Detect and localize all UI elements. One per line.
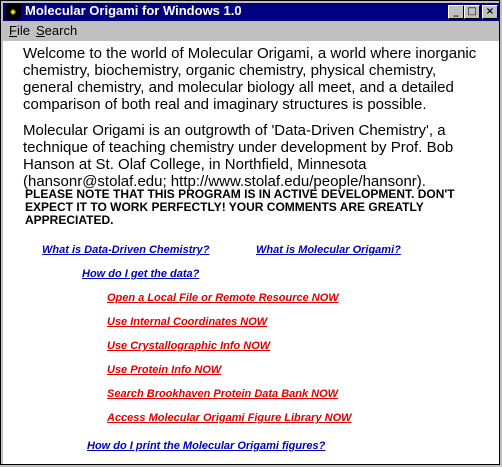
link-crystallographic[interactable]: Use Crystallographic Info NOW: [107, 340, 271, 352]
menu-file[interactable]: [9, 23, 30, 39]
content-area[interactable]: [3, 41, 499, 464]
title-bar[interactable]: [3, 3, 499, 21]
menu-search-label: earch: [44, 23, 78, 38]
close-icon: ×: [485, 6, 495, 17]
development-note: PLEASE NOTE THAT THIS PROGRAM IS IN ACTIVE DEVELOPMENT. DON'T EXPECT IT TO WORK PERFECTLY! YOUR COMMENTS ARE GREATLY APPRECIATED.: [25, 187, 455, 227]
maximize-button[interactable]: [464, 5, 480, 19]
link-what-is-mo[interactable]: What is Molecular Origami?: [256, 244, 401, 256]
molecule-icon[interactable]: ◉: [5, 4, 21, 20]
link-print-figures[interactable]: How do I print the Molecular Origami figures?: [87, 440, 326, 452]
minimize-icon: _: [453, 6, 459, 17]
maximize-icon: □: [467, 6, 477, 17]
link-how-get-data[interactable]: How do I get the data?: [82, 268, 200, 280]
menu-file-accelerator: F: [9, 23, 17, 38]
link-internal-coords[interactable]: Use Internal Coordinates NOW: [107, 316, 268, 328]
link-protein-info[interactable]: Use Protein Info NOW: [107, 364, 222, 376]
link-what-is-ddc[interactable]: What is Data-Driven Chemistry?: [42, 244, 210, 256]
menu-search[interactable]: [36, 23, 77, 39]
menu-bar: [3, 22, 499, 40]
close-button[interactable]: [482, 5, 498, 19]
window-title: Molecular Origami for Windows 1.0: [25, 3, 242, 18]
link-search-pdb[interactable]: Search Brookhaven Protein Data Bank NOW: [107, 388, 339, 400]
link-open-local[interactable]: Open a Local File or Remote Resource NOW: [107, 292, 339, 304]
link-figure-library[interactable]: Access Molecular Origami Figure Library NOW: [107, 412, 352, 424]
menu-file-label: ile: [16, 23, 30, 38]
menu-search-accelerator: S: [36, 23, 45, 38]
about-paragraph: Molecular Origami is an outgrowth of 'Data-Driven Chemistry', a technique of teaching chemistry under development by Prof. Bob Hanson at St. Olaf College, in Northfield, Minnesota (hansonr@stolaf.edu; http://www.stolaf.edu/people/hansonr).: [23, 122, 454, 190]
welcome-paragraph: Welcome to the world of Molecular Origami, a world where inorganic chemistry, biochemistry, organic chemistry, physical chemistry, general chemistry, and molecular biology all meet, and a detailed comparison of both real and imaginary structures is possible.: [23, 45, 477, 113]
minimize-button[interactable]: [448, 5, 464, 19]
